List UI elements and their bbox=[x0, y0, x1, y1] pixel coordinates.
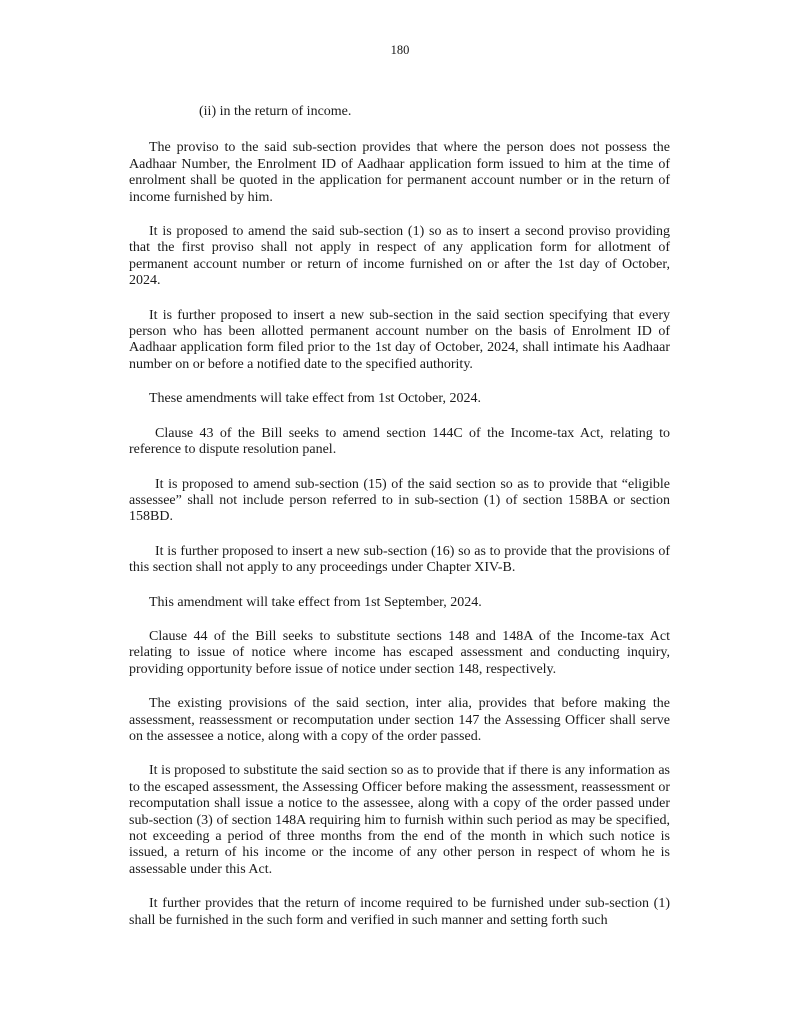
paragraph-substitute-section: It is proposed to substitute the said section so as to provide that if there is any information as to the escaped assessment, the Assessing Officer before making the assessment, reassessment or recomputation shall issue a notice to the assessee, along with a copy of the order passed under sub-section (3) of section 148A requiring him to furnish within such period as may be specified, not exceeding a period of three months from the end of the month in which such notice is issued, a return of his income or the income of any other person in respect of whom he is assessable under this Act. bbox=[129, 763, 670, 877]
clause-43-text: 43 of the Bill seeks to amend section 144C of the Income-tax Act, relating to reference to dispute resolution panel. bbox=[129, 425, 670, 458]
paragraph-item-ii: (ii) in the return of income. bbox=[199, 104, 352, 119]
paragraph-subsection-15: It is proposed to amend sub-section (15) of the said section so as to provide that “eligible assessee” shall not include person referred to in sub-section (1) of section 158BA or section 158BD. bbox=[129, 476, 670, 525]
existing-provisions-text-b: , provides that before making the assessment, reassessment or recomputation under section 147 the Assessing Officer shall serve on the assessee a notice, along with a copy of the order passed. bbox=[129, 696, 670, 744]
paragraph-new-subsection: It is further proposed to insert a new sub-section in the said section specifying that every person who has been allotted permanent account number on the basis of Enrolment ID of Aadhaar application form filed prior to the 1st day of October, 2024, shall intimate his Aadhaar number on or before a notified date to the specified authority. bbox=[129, 307, 670, 372]
paragraph-clause-44 bbox=[129, 629, 670, 678]
paragraph-amend-subsection-1: It is proposed to amend the said sub-section (1) so as to insert a second proviso providing that the first proviso shall not apply in respect of any application form for allotment of permanent account number or return of income furnished on or after the 1st day of October, 2024. bbox=[129, 224, 670, 289]
clause-label: Clause bbox=[149, 628, 188, 644]
document-body bbox=[129, 104, 670, 947]
paragraph-effect-september: This amendment will take effect from 1st September, 2024. bbox=[149, 594, 482, 610]
paragraph-effect-october: These amendments will take effect from 1st October, 2024. bbox=[149, 391, 481, 407]
clause-label: Clause bbox=[155, 425, 194, 441]
paragraph-existing-provisions bbox=[129, 696, 670, 745]
paragraph-proviso: The proviso to the said sub-section provides that where the person does not possess the Aadhaar Number, the Enrolment ID of Aadhaar application form issued to him at the time of enrolment shall be quoted in the application for permanent account number or in the return of income furnished by him. bbox=[129, 140, 670, 205]
page-number: 180 bbox=[390, 43, 410, 57]
existing-provisions-text-a: The existing provisions of the said section, bbox=[149, 696, 416, 712]
paragraph-return-of-income: It further provides that the return of income required to be furnished under sub-section (1) shall be furnished in the such form and verified in such manner and setting forth such bbox=[129, 896, 670, 928]
inter-alia: inter alia bbox=[415, 696, 469, 712]
clause-44-text: 44 of the Bill seeks to substitute sections 148 and 148A of the Income-tax Act relating to issue of notice where income has escaped assessment and conducting inquiry, providing opportunity before issue of notice under section 148, respectively. bbox=[129, 628, 670, 677]
paragraph-subsection-16: It is further proposed to insert a new sub-section (16) so as to provide that the provisions of this section shall not apply to any proceedings under Chapter XIV-B. bbox=[129, 543, 670, 576]
paragraph-clause-43 bbox=[129, 426, 670, 459]
